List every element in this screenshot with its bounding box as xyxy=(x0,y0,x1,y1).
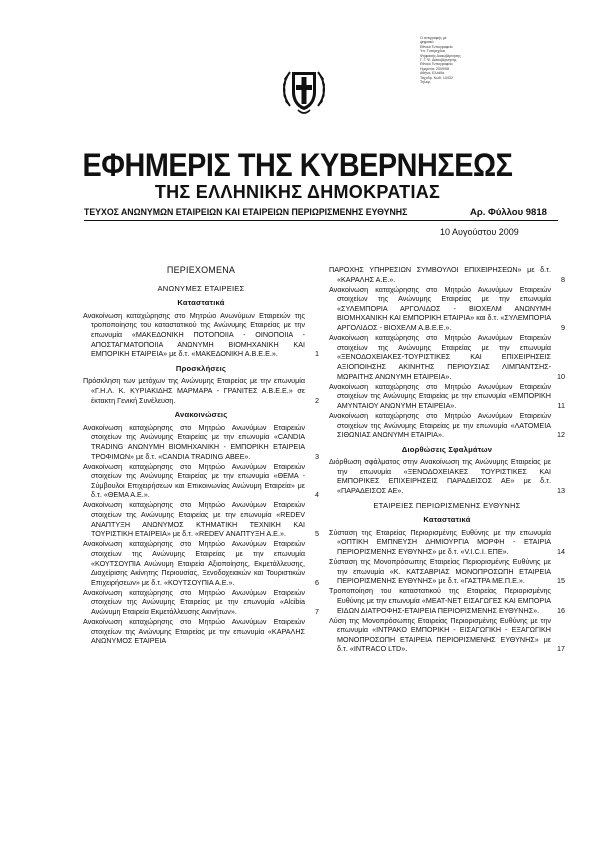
entry-text: Ανακοίνωση καταχώρησης στο Μητρώο Ανωνύμων Εταιρειών στοιχείων της Ανώνυμης Εταιρείας με την επωνυμία «Alcibia Ανώνυμη Εταιρεία Εκμετάλλευσης Ακινήτων». xyxy=(83,587,305,616)
entry-page: 10 xyxy=(557,371,565,381)
stamp-line: Ψηφιακής Διακυβέρνησης xyxy=(420,53,462,58)
contents-entry[interactable] xyxy=(329,586,565,615)
contents-entry[interactable] xyxy=(329,285,565,333)
entry-page: 11 xyxy=(557,400,565,410)
issue-type: ΤΕΥΧΟΣ ΑΝΩΝΥΜΩΝ ΕΤΑΙΡΕΙΩΝ ΚΑΙ ΕΤΑΙΡΕΙΩΝ ΠΕΡΙΩΡΙΣΜΕΝΗΣ ΕΥΘΥΝΗΣ xyxy=(84,207,408,218)
entry-text: Ανακοίνωση καταχώρησης στο Μητρώο Ανωνύμων Εταιρειών στοιχείων της Ανώνυμης Εταιρείας με την επωνυμία «CANDIA TRADING ΑΝΩΝΥΜΗ ΒΙΟΜΗΧΑΝΙΚΗ - ΕΜΠΟΡΙΚΗ ΕΤΑΙΡΕΙΑ ΤΡΟΦΙΜΩΝ» με δ.τ. «CANDIA TRADING ΑΒΕΕ». xyxy=(83,422,305,461)
stamp-line: Εθνικό Τυπογραφείο xyxy=(420,44,453,49)
contents-left-column xyxy=(83,262,319,646)
digital-signature-stamp xyxy=(420,36,484,84)
entry-text: Σύσταση της Μονοπρόσωπης Εταιρείας Περιορισμένης Ευθύνης με την επωνυμία «Κ. ΚΑΤΣΑΒΡΙΑΣ ΜΟΝΟΠΡΟΣΩΠΗ ΕΤΑΙΡΕΙΑ ΠΕΡΙΟΡΙΣΜΕΝΗΣ ΕΥΘΥΝΗΣ» με δ.τ. «ΓΑΣΤΡΑ ΜΕ.Π.Ε.». xyxy=(329,557,551,586)
entry-text: Πρόσκληση των μετόχων της Ανώνυμης Εταιρείας με την επωνυμία «Γ.Η.Λ. Κ. ΚΥΡΙΑΚΙΔΗΣ ΜΑΡΜΑΡΑ - ΓΡΑΝΙΤΕΣ Α.Β.Ε.Ε.» σε έκτακτη Γενική Συνέλευση. xyxy=(83,376,305,405)
stamp-line: Εθνικό Τυπογραφείο xyxy=(420,62,453,67)
entry-text: Ανακοίνωση καταχώρησης στο Μητρώο Ανωνύμων Εταιρειών στοιχείων της Ανώνυμης Εταιρείας με την επωνυμία «ΕΜΠΟΡΙΚΗ ΑΜΥΝΤΑΙΟΥ ΑΝΩΝΥΜΗ ΕΤΑΙΡΕΙΑ». xyxy=(329,381,551,410)
entry-text: Ανακοίνωση καταχώρησης στο Μητρώο Ανωνύμων Εταιρειών στοιχείων της Ανώνυμης Εταιρείας με την επωνυμία «ΚΟΥΤΣΟΥΠΙΑ Ανώνυμη Εταιρεία Αξιοποίησης, Εκμετάλλευσης, Διαχείρισης Ακίνητης Περιουσίας, Ξενοδοχειακών και Τουριστικών Επιχειρήσεων» με δ.τ. «ΚΟΥΤΣΟΥΠΙΑ Α.Ε.». xyxy=(83,539,305,587)
contents-entry[interactable] xyxy=(83,617,319,646)
contents-entry[interactable] xyxy=(83,462,319,500)
contents-entry[interactable] xyxy=(83,423,319,461)
entry-page: 3 xyxy=(315,451,319,461)
stamp-line: Ημερ/νία: 2009/08 xyxy=(420,66,449,71)
contents-entry[interactable] xyxy=(83,311,319,359)
stamp-line: Ο αντιγραφής με xyxy=(420,36,447,40)
entry-text: Ανακοίνωση καταχώρησης στο Μητρώο Ανωνύμων Εταιρειών στοιχείων της Ανώνυμης Εταιρείας με την επωνυμία «ΚΑΡΑΛΗΣ ΑΝΩΝΥΜΟΣ ΕΤΑΙΡΕΙΑ xyxy=(83,617,305,646)
entry-text: Ανακοίνωση καταχώρησης στο Μητρώο Ανωνύμων Εταιρειών στοιχείων της Ανώνυμης Εταιρείας με την επωνυμία «ΛΑΤΟΜΕΙΑ ΣΙΘΩΝΙΑΣ ΑΝΩΝΥΜΗ ΕΤΑΙΡΙΑ». xyxy=(329,410,551,440)
contents-entry[interactable] xyxy=(83,376,319,405)
entry-text: Διόρθωση σφάλματος στην Ανακοίνωση της Ανώνυμης Εταιρείας με την επωνυμία «ΞΕΝΟΔΟΧΕΙΑΚΕΣ ΤΟΥΡΙΣΤΙΚΕΣ ΚΑΙ ΕΜΠΟΡΙΚΕΣ ΕΠΙΧΕΙΡΗΣΕΙΣ ΠΑΡΑΔΕΙΣΟΣ ΑΕ» με δ.τ. «ΠΑΡΑΔΕΙΣΟΣ ΑΕ». xyxy=(329,457,551,496)
coat-of-arms-emblem xyxy=(280,62,328,118)
entry-page: 15 xyxy=(557,576,565,586)
contents-entry[interactable] xyxy=(329,457,565,495)
entry-page: 9 xyxy=(561,323,565,333)
contents-entry[interactable] xyxy=(329,333,565,381)
entry-page: 16 xyxy=(557,605,565,615)
entry-page: 8 xyxy=(561,274,565,284)
stamp-line: Αθήνα, Ελλάδα xyxy=(420,71,445,76)
entry-page: 12 xyxy=(557,430,565,440)
entry-text: Ανακοίνωση καταχώρησης στο Μητρώο Ανωνύμων Εταιρειών στοιχείων της Ανώνυμης Εταιρείας με την επωνυμία «ΣΥΛΕΜΠΟΡΙΑ ΑΡΓΟΛΙΔΟΣ - ΒΙΟΧΕΛΜ ΑΝΩΝΥΜΗ ΒΙΟΜΗΧΑΝΙΚΗ ΚΑΙ ΕΜΠΟΡΙΚΗ ΕΤΑΙΡΙΑ» και δ.τ. «ΣΥΛΕΜΠΟΡΙΑ ΑΡΓΟΛΙΔΟΣ - ΒΙΟΧΕΛΜ Α.Β.Ε.Ε.». xyxy=(329,284,551,333)
entry-page: 2 xyxy=(315,395,319,405)
header-divider xyxy=(84,220,558,221)
subsection-heading: Ανακοινώσεις xyxy=(174,410,228,420)
stamp-line: Ταχυδρ. Κώδ: 10432 xyxy=(420,75,453,80)
section-heading: ΕΤΑΙΡΕΙΕΣ ΠΕΡΙΩΡΙΣΜΕΝΗΣ ΕΥΘΥΝΗΣ xyxy=(373,500,521,510)
contents-entry[interactable] xyxy=(329,557,565,586)
contents-entry[interactable] xyxy=(83,588,319,617)
contents-title: ΠΕΡΙΕΧΟΜΕΝΑ xyxy=(166,265,236,275)
contents-entry[interactable] xyxy=(329,411,565,440)
issue-date: 10 Αυγούστου 2009 xyxy=(440,227,519,237)
entry-text: Ανακοίνωση καταχώρησης στο Μητρώο Ανωνύμων Εταιρειών στοιχείων της Ανώνυμης Εταιρείας με την επωνυμία «REDEV ΑΝΑΠΤΥΞΗ ΑΝΩΝΥΜΟΣ ΚΤΗΜΑΤΙΚΗ ΤΕΧΝΙΚΗ ΚΑΙ ΤΟΥΡΙΣΤΙΚΗ ΕΤΑΙΡΕΙΑ» με δ.τ. «REDEV ΑΝΑΠΤΥΞΗ Α.Ε.». xyxy=(83,500,305,539)
gazette-subtitle: ΤΗΣ ΕΛΛΗΝΙΚΗΣ ΔΗΜΟΚΡΑΤΙΑΣ xyxy=(154,182,441,202)
entry-page: 14 xyxy=(557,547,565,557)
entry-page: 17 xyxy=(557,644,565,654)
contents-entry[interactable] xyxy=(329,382,565,411)
gazette-title: ΕΦΗΜΕΡΙΣ ΤΗΣ ΚΥΒΕΡΝΗΣΕΩΣ xyxy=(82,147,513,183)
section-heading: ΑΝΩΝΥΜΕΣ ΕΤΑΙΡΕΙΕΣ xyxy=(157,283,245,293)
stamp-line: Υπ. Τυπ/ρτχ/και xyxy=(420,49,446,54)
contents-entry[interactable] xyxy=(83,539,319,587)
subsection-heading: Διορθώσεις Σφαλμάτων xyxy=(401,444,493,454)
contents-entry[interactable] xyxy=(329,528,565,557)
entry-page: 1 xyxy=(315,349,319,359)
entry-text: Ανακοίνωση καταχώρησης στο Μητρώο Ανωνύμων Εταιρειών στοιχείων της Ανώνυμης Εταιρείας με την επωνυμία «ΘΕΜΑ - Σύμβουλοι Επιχειρήσεων και Επικοινωνίας Ανώνυμη Εταιρεία» με δ.τ. «ΘΕΜΑ Α.Ε.». xyxy=(83,461,305,500)
entry-page: 4 xyxy=(315,490,319,500)
subsection-heading: Προσκλήσεις xyxy=(175,363,227,373)
sheet-number: Αρ. Φύλλου 9818 xyxy=(470,207,547,218)
stamp-line: Γ. Γ. Ψ. Διακυβέρνησης xyxy=(420,58,457,63)
contents-entry[interactable] xyxy=(329,265,565,284)
contents-entry[interactable] xyxy=(83,500,319,538)
subsection-heading: Καταστατικά xyxy=(423,515,471,525)
stamp-line: ψηφιακό xyxy=(420,40,434,45)
entry-text: Ανακοίνωση καταχώρησης στο Μητρώο Ανωνύμων Εταιρειών της τροποποίησης του καταστατικού της Ανώνυμης Εταιρείας με την επωνυμία «ΜΑΚΕΔΟΝΙΚΗ ΠΟΤΟΠΟΙΙΑ - ΟΙΝΟΠΟΙΙΑ - ΑΠΟΣΤΑΓΜΑΤΟΠΟΙΙΑ ΑΝΩΝΥΜΗ ΒΙΟΜΗΧΑΝΙΚΗ ΚΑΙ ΕΜΠΟΡΙΚΗ ΕΤΑΙΡΕΙΑ» με δ.τ. «ΜΑΚΕΔΟΝΙΚΗ Α.Β.Ε.Ε.». xyxy=(83,310,305,359)
entry-page: 6 xyxy=(315,577,319,587)
subsection-heading: Καταστατικά xyxy=(177,298,225,308)
entry-page: 13 xyxy=(557,486,565,496)
entry-text: ΠΑΡΟΧΗΣ ΥΠΗΡΕΣΙΩΝ ΣΥΜΒΟΥΛΟΙ ΕΠΙΧΕΙΡΗΣΕΩΝ» με δ.τ. «ΚΑΡΑΛΗΣ Α.Ε.». xyxy=(329,265,551,284)
contents-entry[interactable] xyxy=(329,616,565,654)
entry-text: Σύσταση της Εταιρείας Περιορισμένης Ευθύνης με την επωνυμία «ΟΠΤΙΚΗ ΕΜΠΝΕΥΣΗ ΔΗΜΙΟΥΡΓΙΑ ΜΟΡΦΗ - ΕΤΑΙΡΙΑ ΠΕΡΙΟΡΙΣΜΕΝΗΣ ΕΥΘΥΝΗΣ» με δ.τ. «V.I.C.I. ΕΠΕ». xyxy=(329,527,551,557)
entry-page: 7 xyxy=(315,607,319,616)
stamp-line: Τηλεφ. xyxy=(420,80,431,85)
entry-text: Ανακοίνωση καταχώρησης στο Μητρώο Ανωνύμων Εταιρειών στοιχείων της Ανώνυμης Εταιρείας με την επωνυμία «ΞΕΝΟΔΟΧΕΙΑΚΕΣ-ΤΟΥΡΙΣΤΙΚΕΣ ΚΑΙ ΕΠΙΧΕΙΡΗΣΕΙΣ ΑΞΙΟΠΟΙΗΣΗΣ ΑΚΙΝΗΤΗΣ ΠΕΡΙΟΥΣΙΑΣ ΛΙΜΠΑΝΤΣΗΣ-ΜΩΡΑΙΤΗΣ ΑΝΩΝΥΜΗ ΕΤΑΙΡΕΙΑ». xyxy=(329,333,551,381)
contents-right-column xyxy=(329,262,565,655)
entry-text: Λύση της Μονοπρόσωπης Εταιρείας Περιορισμένης Ευθύνης με την επωνυμία «ΙΝΤΡΑΚΟ ΕΜΠΟΡΙΚΗ - ΕΙΣΑΓΩΓΙΚΗ - ΕΞΑΓΩΓΙΚΗ ΜΟΝΟΠΡΟΣΩΠΗ ΕΤΑΙΡΕΙΑ ΠΕΡΙΟΡΙΣΜΕΝΗΣ ΕΥΘΥΝΗΣ» με δ.τ. «INTRACO LTD». xyxy=(329,615,551,654)
entry-page: 5 xyxy=(315,529,319,539)
entry-text: Τροποποίηση του καταστατικού της Εταιρείας Περιορισμένης Ευθύνης με την επωνυμία «MEAT-NET ΕΙΣΑΓΩΓΕΣ ΚΑΙ ΕΜΠΟΡΙΑ ΕΙΔΩΝ ΔΙΑΤΡΟΦΗΣ-ΕΤΑΙΡΕΙΑ ΠΕΡΙΟΡΙΣΜΕΝΗΣ ΕΥΘΥΝΗΣ». xyxy=(329,586,551,615)
